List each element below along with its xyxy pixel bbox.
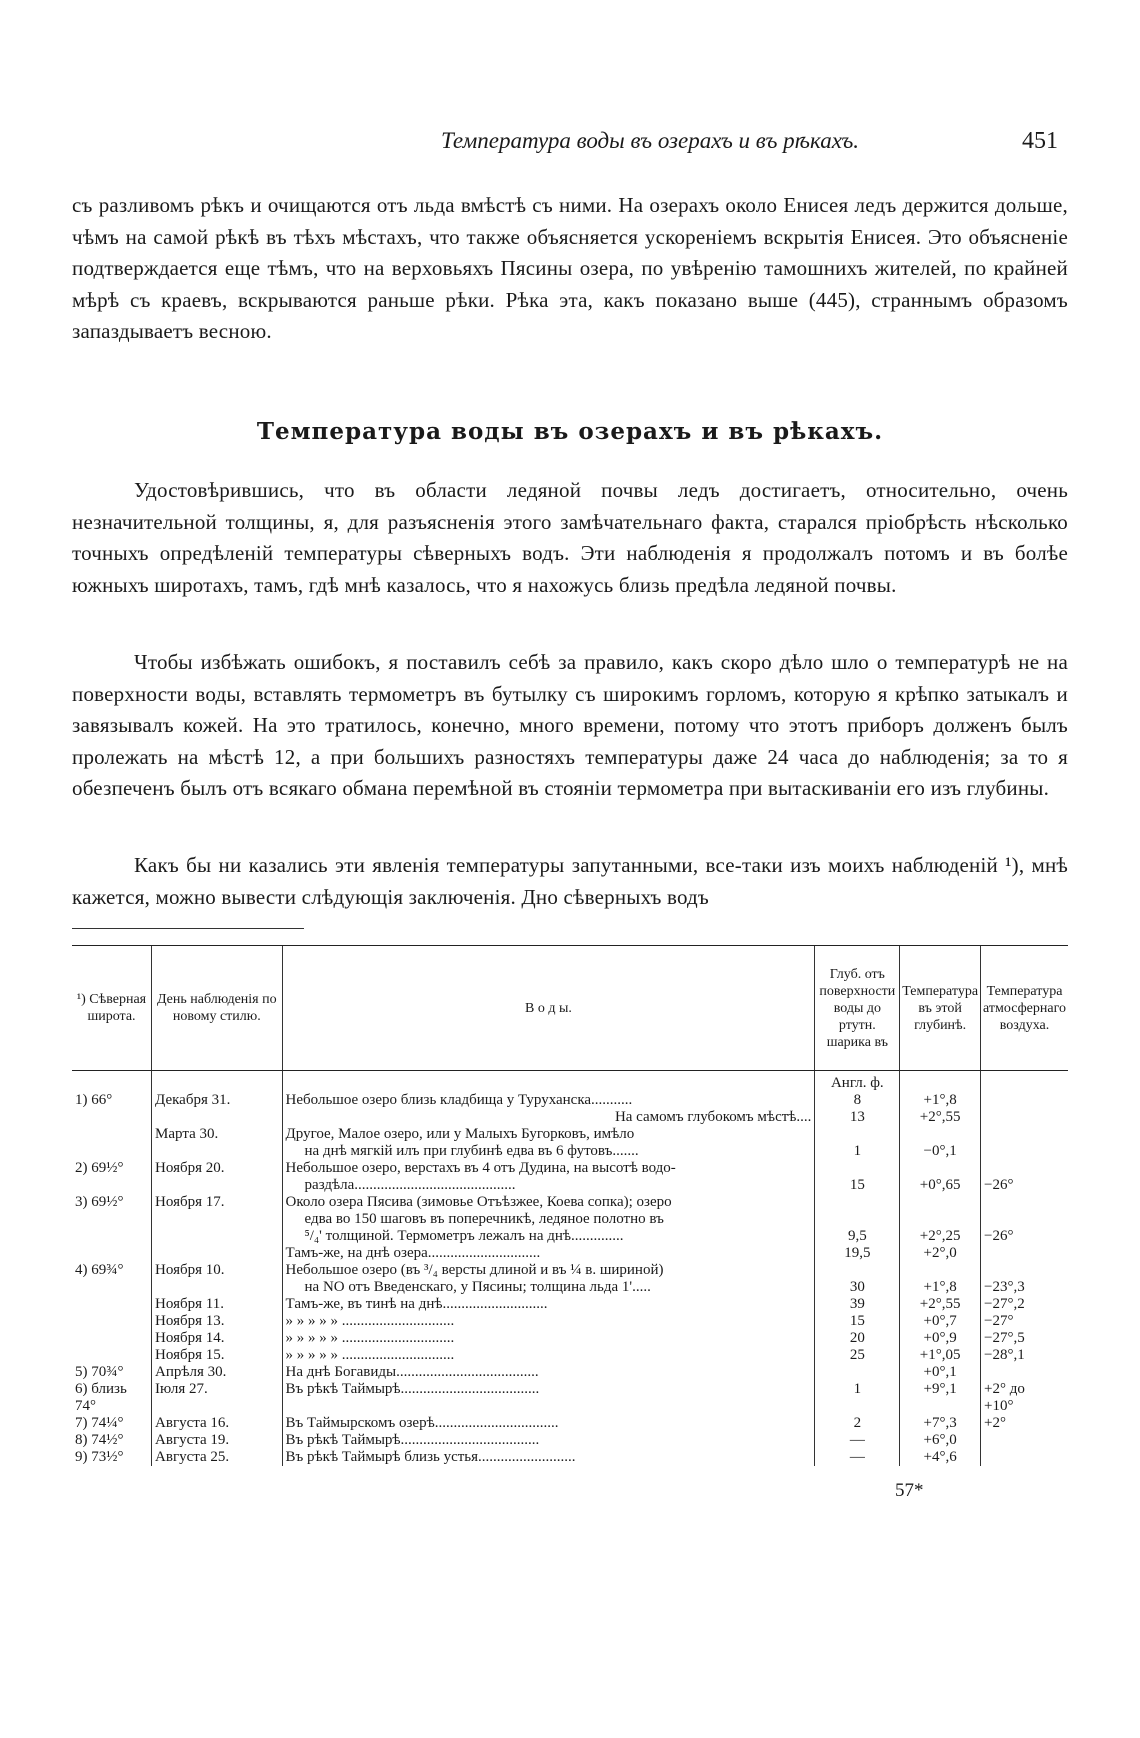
cell-water: Небольшое озеро близь кладбища у Туруханска...........: [282, 1092, 815, 1109]
table-row: [72, 1092, 1068, 1109]
cell-latitude: [72, 1228, 152, 1245]
cell-depth: 8: [815, 1092, 900, 1109]
table-body: [72, 1071, 1068, 1467]
cell-latitude: [72, 1347, 152, 1364]
cell-water-temp: +2°,0: [900, 1245, 981, 1262]
cell-water: раздѣла...........................................: [282, 1177, 815, 1194]
cell-latitude: 1) 66°: [75, 1092, 113, 1108]
cell-date: [152, 1228, 282, 1245]
cell-air-temp: −23°,3: [981, 1279, 1068, 1296]
cell-water-temp: [900, 1194, 981, 1211]
cell-date: [152, 1143, 282, 1160]
cell-date: [152, 1211, 282, 1228]
cell-latitude: [72, 1126, 152, 1143]
cell-latitude: [72, 1330, 152, 1347]
cell-air-temp: +2° до: [981, 1381, 1068, 1398]
observations-table-wrap: [72, 945, 1068, 1466]
table-row: [72, 1143, 1068, 1160]
cell-date: Ноября 10.: [152, 1262, 282, 1279]
header-depth: Глуб. отъ поверхности воды до ртутн. шарика въ: [815, 946, 900, 1071]
cell-water-temp: +0°,65: [900, 1177, 981, 1194]
cell-water: Тамъ-же, на днѣ озера..............................: [282, 1245, 815, 1262]
cell-water-temp: +1°,8: [900, 1092, 981, 1109]
cell-date: Августа 25.: [152, 1449, 282, 1466]
cell-date: Декабря 31.: [152, 1092, 282, 1109]
cell-water: на NO отъ Введенскаго, у Пясины; толщина льда 1'.....: [282, 1279, 815, 1296]
cell-water-temp: [900, 1126, 981, 1143]
table-row: [72, 1262, 1068, 1279]
cell-water-temp: +4°,6: [900, 1449, 981, 1466]
cell-water-temp: +2°,25: [900, 1228, 981, 1245]
cell-air-temp: −26°: [981, 1177, 1068, 1194]
cell-latitude: 7) 74¼°: [75, 1415, 124, 1431]
running-head: [0, 128, 1140, 158]
cell-air-temp: [981, 1364, 1068, 1381]
cell-depth: [815, 1211, 900, 1228]
cell-water: » » » » » ..............................: [282, 1347, 815, 1364]
footnote-rule: [72, 928, 304, 929]
header-water: В о д ы.: [282, 946, 815, 1071]
cell-water-temp: +6°,0: [900, 1432, 981, 1449]
table-row: [72, 1109, 1068, 1126]
table-row: [72, 1211, 1068, 1228]
cell-depth: 20: [815, 1330, 900, 1347]
table-row: [72, 1160, 1068, 1177]
table-row: [72, 1415, 1068, 1432]
paragraph-4: Какъ бы ни казались эти явленія температуры запутанными, все-таки изъ моихъ наблюденій ¹), мнѣ кажется, можно вывести слѣдующія заключенія. Дно сѣверныхъ водъ: [72, 853, 1068, 909]
cell-date: [152, 1279, 282, 1296]
paragraph-2: Удостовѣрившись, что въ области ледяной почвы ледъ достигаетъ, относительно, очень незначительной толщины, я, для разъясненія этого замѣчательнаго факта, старался пріобрѣсть нѣсколько точныхъ опредѣленій температуры сѣверныхъ водъ. Эти наблюденія я продолжалъ потомъ и въ болѣе южныхъ широтахъ, тамъ, гдѣ мнѣ казалось, что я нахожусь близь предѣла ледяной почвы.: [72, 478, 1068, 597]
cell-depth: 1: [815, 1143, 900, 1160]
cell-air-temp: −28°,1: [981, 1347, 1068, 1364]
cell-depth: 30: [815, 1279, 900, 1296]
cell-air-temp: −27°: [981, 1313, 1068, 1330]
header-water-temp: Температура въ этой глубинѣ.: [900, 946, 981, 1071]
table-row: [72, 1177, 1068, 1194]
cell-water: » » » » » ..............................: [282, 1330, 815, 1347]
cell-latitude: [72, 1279, 152, 1296]
table-row: [72, 1126, 1068, 1143]
cell-air-temp: +10°: [981, 1398, 1068, 1415]
cell-water: Въ рѣкѣ Таймырѣ.....................................: [282, 1381, 815, 1398]
cell-latitude: [72, 1245, 152, 1262]
cell-water-temp: +1°,8: [900, 1279, 981, 1296]
cell-depth: —: [815, 1449, 900, 1466]
cell-date: Апрѣля 30.: [152, 1364, 282, 1381]
cell-water-temp: +0°,7: [900, 1313, 981, 1330]
table-row: [72, 1381, 1068, 1398]
table-row: [72, 1279, 1068, 1296]
cell-air-temp: [981, 1092, 1068, 1109]
cell-air-temp: [981, 1160, 1068, 1177]
cell-water: Тамъ-же, въ тинѣ на днѣ............................: [282, 1296, 815, 1313]
table-row: [72, 1296, 1068, 1313]
cell-depth: 39: [815, 1296, 900, 1313]
cell-water: Небольшое озеро, верстахъ въ 4 отъ Дудина, на высотѣ водо-: [282, 1160, 815, 1177]
cell-depth: 1: [815, 1381, 900, 1398]
cell-depth: [815, 1262, 900, 1279]
cell-air-temp: [981, 1432, 1068, 1449]
cell-depth: [815, 1398, 900, 1415]
paragraph-1: съ разливомъ рѣкъ и очищаются отъ льда вмѣстѣ съ ними. На озерахъ около Енисея ледъ держится дольше, чѣмъ на самой рѣкѣ въ тѣхъ мѣстахъ, что также объясняется ускореніемъ вскрытія Енисея. Это объясненіе подтверждается еще тѣмъ, что на верховьяхъ Пясины озера, по увѣренію тамошнихъ жителей, по крайней мѣрѣ съ краевъ, вскрываются раньше рѣки. Рѣка эта, какъ показано выше (445), страннымъ образомъ запаздываетъ весною.: [72, 193, 1068, 343]
cell-date: Іюля 27.: [152, 1381, 282, 1398]
cell-water: На самомъ глубокомъ мѣстѣ....: [282, 1109, 815, 1126]
cell-depth: [815, 1364, 900, 1381]
cell-depth: [815, 1194, 900, 1211]
cell-date: Ноября 15.: [152, 1347, 282, 1364]
cell-water: На днѣ Богавиды......................................: [282, 1364, 815, 1381]
cell-depth: 15: [815, 1313, 900, 1330]
table-row: [72, 1449, 1068, 1466]
cell-latitude: [72, 1313, 152, 1330]
cell-depth: 2: [815, 1415, 900, 1432]
cell-depth: 15: [815, 1177, 900, 1194]
table-row: [72, 1245, 1068, 1262]
cell-air-temp: [981, 1262, 1068, 1279]
cell-depth: 13: [815, 1109, 900, 1126]
header-latitude: ¹) Сѣверная широта.: [72, 946, 152, 1071]
cell-depth: 25: [815, 1347, 900, 1364]
cell-date: Ноября 20.: [152, 1160, 282, 1177]
cell-latitude: [72, 1109, 152, 1126]
table-row: [72, 1398, 1068, 1415]
cell-water-temp: [900, 1160, 981, 1177]
table-row: [72, 1347, 1068, 1364]
table-row: [72, 1432, 1068, 1449]
cell-air-temp: +2°: [981, 1415, 1068, 1432]
table-row: [72, 1194, 1068, 1211]
cell-water: Въ Таймырскомъ озерѣ.................................: [282, 1415, 815, 1432]
cell-depth: 9,5: [815, 1228, 900, 1245]
cell-date: [152, 1109, 282, 1126]
cell-water-temp: +9°,1: [900, 1381, 981, 1398]
cell-water: Около озера Пясива (зимовье Отъѣзжее, Коева сопка); озеро: [282, 1194, 815, 1211]
cell-water: на днѣ мягкій илъ при глубинѣ едва въ 6 футовъ.......: [282, 1143, 815, 1160]
cell-latitude: 4) 69¾°: [75, 1262, 124, 1278]
section-title: Температура воды въ озерахъ и въ рѣкахъ.: [256, 418, 884, 445]
cell-date: Ноября 17.: [152, 1194, 282, 1211]
depth-unit: Англ. ф.: [815, 1071, 900, 1093]
cell-date: Ноября 13.: [152, 1313, 282, 1330]
cell-latitude: [72, 1143, 152, 1160]
cell-water: Небольшое озеро (въ ³/₄ версты длиной и въ ¼ в. шириной): [282, 1262, 815, 1279]
cell-air-temp: [981, 1143, 1068, 1160]
cell-latitude: 2) 69½°: [75, 1160, 124, 1176]
cell-air-temp: [981, 1194, 1068, 1211]
cell-water-temp: [900, 1211, 981, 1228]
table-row: [72, 1228, 1068, 1245]
cell-water: едва во 150 шаговъ въ поперечникѣ, ледяное полотно въ: [282, 1211, 815, 1228]
cell-date: Марта 30.: [152, 1126, 282, 1143]
header-date: День наблюденія по новому стилю.: [152, 946, 282, 1071]
cell-water-temp: +7°,3: [900, 1415, 981, 1432]
cell-water: ⁵/₄' толщиной. Термометръ лежалъ на днѣ..............: [282, 1228, 815, 1245]
cell-date: Ноября 14.: [152, 1330, 282, 1347]
cell-date: [152, 1177, 282, 1194]
cell-water-temp: +2°,55: [900, 1109, 981, 1126]
cell-latitude: [72, 1296, 152, 1313]
cell-air-temp: [981, 1211, 1068, 1228]
cell-date: Августа 19.: [152, 1432, 282, 1449]
cell-air-temp: [981, 1109, 1068, 1126]
cell-date: Августа 16.: [152, 1415, 282, 1432]
paragraph-3: Чтобы избѣжать ошибокъ, я поставилъ себѣ за правило, какъ скоро дѣло шло о температурѣ не на поверхности воды, вставлять термометръ въ бутылку съ широкимъ горломъ, которую я крѣпко затыкалъ и завязывалъ кожей. На это тратилось, конечно, много времени, потому что этотъ приборъ долженъ былъ пролежать на мѣстѣ 12, а при большихъ разностяхъ температуры даже 24 часа до наблюденія; за то я обезпеченъ былъ отъ всякаго обмана перемѣной въ стояніи термометра при вытаскиваніи его изъ глубины.: [72, 650, 1068, 800]
printer-signature: 57*: [895, 1480, 924, 1501]
cell-depth: 19,5: [815, 1245, 900, 1262]
cell-depth: [815, 1126, 900, 1143]
cell-depth: —: [815, 1432, 900, 1449]
cell-date: [152, 1398, 282, 1415]
cell-depth: [815, 1160, 900, 1177]
cell-air-temp: [981, 1449, 1068, 1466]
cell-air-temp: [981, 1245, 1068, 1262]
cell-water-temp: +0°,1: [900, 1364, 981, 1381]
cell-water-temp: +0°,9: [900, 1330, 981, 1347]
cell-air-temp: −26°: [981, 1228, 1068, 1245]
cell-water: Въ рѣкѣ Таймырѣ близь устья..........................: [282, 1449, 815, 1466]
cell-water-temp: [900, 1398, 981, 1415]
running-title: Температура воды въ озерахъ и въ рѣкахъ.: [440, 128, 860, 153]
cell-latitude: 9) 73½°: [75, 1449, 124, 1465]
cell-water-temp: +2°,55: [900, 1296, 981, 1313]
observations-table: [72, 945, 1068, 1466]
cell-water: [282, 1398, 815, 1415]
page-number: 451: [1022, 128, 1058, 154]
cell-date: [152, 1245, 282, 1262]
table-header-row: [72, 946, 1068, 1071]
cell-date: Ноября 11.: [152, 1296, 282, 1313]
cell-air-temp: −27°,2: [981, 1296, 1068, 1313]
cell-water-temp: +1°,05: [900, 1347, 981, 1364]
table-row: [72, 1313, 1068, 1330]
cell-water-temp: −0°,1: [900, 1143, 981, 1160]
cell-water-temp: [900, 1262, 981, 1279]
cell-water: Въ рѣкѣ Таймырѣ.....................................: [282, 1432, 815, 1449]
header-air-temp: Температура атмосфернаго воздуха.: [981, 946, 1068, 1071]
cell-latitude: 8) 74½°: [75, 1432, 124, 1448]
cell-latitude: 5) 70¾°: [75, 1364, 124, 1380]
table-row: [72, 1330, 1068, 1347]
cell-water: Другое, Малое озеро, или у Малыхъ Бугорковъ, имѣло: [282, 1126, 815, 1143]
cell-latitude: 6) близь: [75, 1381, 127, 1397]
cell-water: » » » » » ..............................: [282, 1313, 815, 1330]
cell-air-temp: [981, 1126, 1068, 1143]
table-row: [72, 1364, 1068, 1381]
cell-latitude: 3) 69½°: [75, 1194, 124, 1210]
cell-latitude: [72, 1177, 152, 1194]
cell-air-temp: −27°,5: [981, 1330, 1068, 1347]
units-row: [72, 1071, 1068, 1093]
cell-latitude: [72, 1211, 152, 1228]
cell-latitude: 74°: [75, 1398, 96, 1414]
